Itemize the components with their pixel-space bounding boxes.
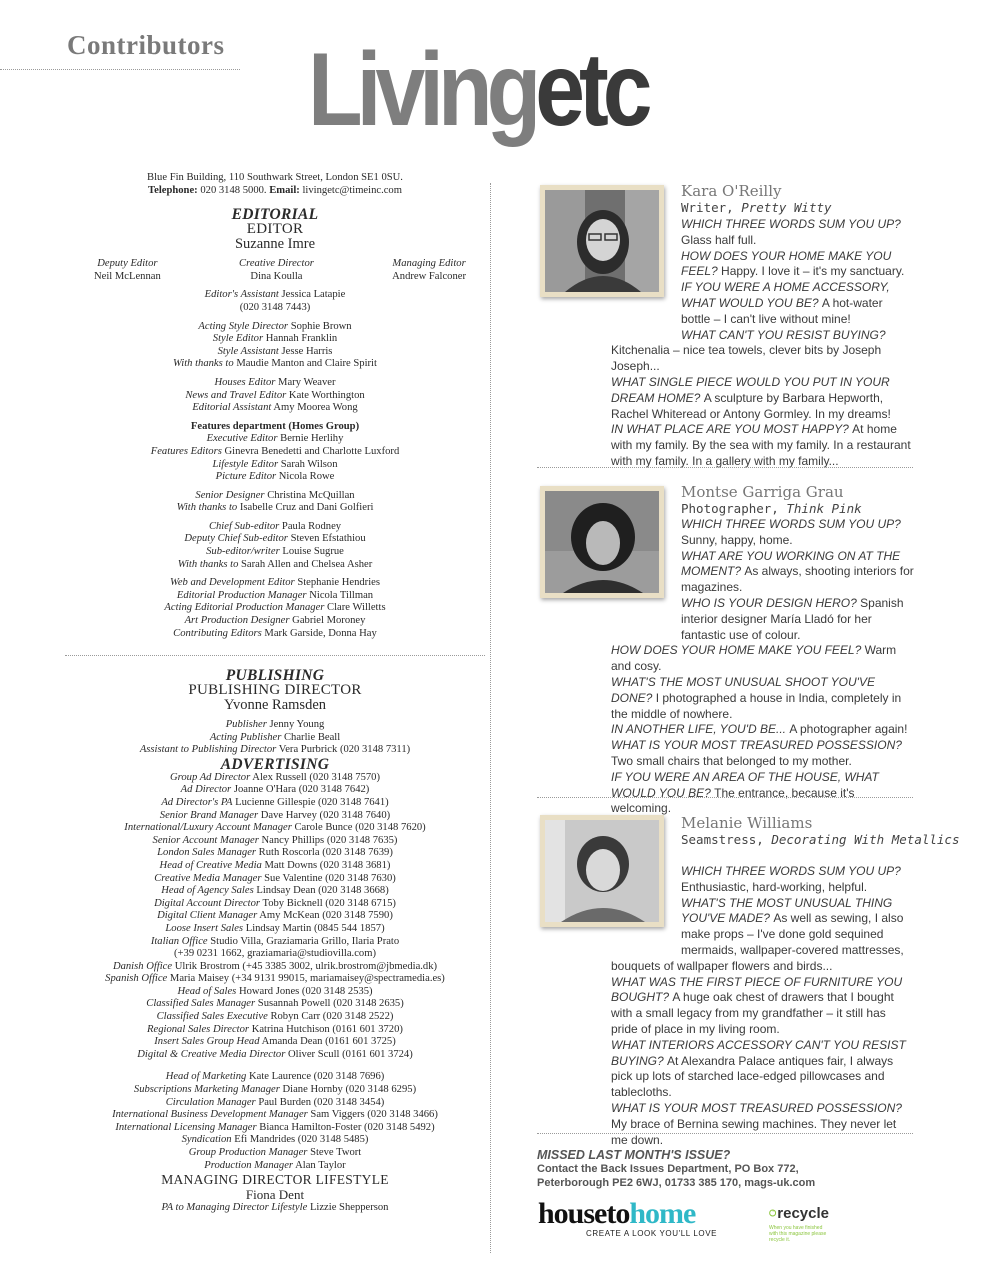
- credit-line: Insert Sales Group Head Amanda Dean (0161 601 3725): [154, 1036, 396, 1048]
- publishing-director-title: PUBLISHING DIRECTOR: [188, 682, 362, 698]
- qa-question: WHAT WAS THE FIRST PIECE OF FURNITURE YOU BOUGHT?: [611, 974, 903, 1005]
- publishing-staff: [60, 719, 490, 757]
- contact-line: Telephone: 020 3148 5000. Email: livingetc@timeinc.com: [148, 184, 402, 196]
- recycle-label: recycle: [777, 1204, 829, 1222]
- contributor-divider: [537, 467, 913, 468]
- credit-line: Creative Media Manager Sue Valentine (020 3148 7630): [154, 872, 396, 884]
- footer-divider: [537, 1133, 913, 1134]
- credit-line: Editorial Assistant Amy Moorea Wong: [192, 402, 358, 414]
- credit-line: Sub-editor/writer Louise Sugrue: [206, 546, 344, 558]
- credit-line: News and Travel Editor Kate Worthington: [185, 389, 365, 401]
- qa-question: HOW DOES YOUR HOME MAKE YOU FEEL?: [681, 248, 892, 279]
- qa-question: WHAT CAN'T YOU RESIST BUYING?: [681, 327, 886, 342]
- md-title: MANAGING DIRECTOR LIFESTYLE: [161, 1172, 389, 1188]
- credit-line: Features department (Homes Group): [190, 420, 360, 432]
- qa-item: [611, 422, 914, 469]
- recycle-note: When you have finished with this magazine please recycle it.: [769, 1225, 827, 1243]
- credit-line: Senior Brand Manager Dave Harvey (020 3148 7640): [159, 809, 391, 821]
- masthead-credits: [60, 172, 490, 640]
- credit-line: Deputy Chief Sub-editor Steven Efstathiou: [184, 533, 366, 545]
- qa-answer: At Alexandra Palace antiques fair, I always pick up lots of starched lace-edged pillowcases and tablecloths.: [611, 1053, 894, 1100]
- editorial-staff: [60, 283, 490, 640]
- qa-question: IF YOU WERE A HOME ACCESSORY, WHAT WOULD YOU BE?: [681, 280, 890, 310]
- qa-question: WHICH THREE WORDS SUM YOU UP?: [681, 217, 901, 231]
- senior-editors: [60, 258, 490, 283]
- credit-line: Group Ad Director Alex Russell (020 3148 7570): [169, 771, 381, 783]
- credit-line: Classified Sales Executive Robyn Carr (020 3148 2522): [156, 1011, 394, 1023]
- credit-line: Head of Sales Howard Jones (020 3148 2535): [177, 985, 373, 997]
- credit-line: Editor's Assistant Jessica Latapie: [204, 289, 346, 301]
- back-issues-line: Peterborough PE2 6WJ, 01733 385 170, mags-uk.com: [537, 1177, 816, 1189]
- qa-answer: A huge oak chest of drawers that I bought with a small legacy from my grandfather – it still has pride of place in my living room.: [611, 990, 894, 1036]
- credit-line: Head of Creative Media Matt Downs (020 3148 3681): [159, 859, 391, 871]
- credit-line: Picture Editor Nicola Rowe: [215, 471, 335, 483]
- qa-answer: My brace of Bernina sewing machines. They never let me down.: [611, 1116, 897, 1147]
- qa-item: [611, 722, 914, 738]
- back-issues-heading: MISSED LAST MONTH'S ISSUE?: [537, 1148, 731, 1162]
- publishing-director-name: Yvonne Ramsden: [223, 697, 327, 713]
- credit-line: Style Editor Hannah Franklin: [212, 333, 338, 345]
- credit-line: With thanks to Maudie Manton and Claire Spirit: [173, 358, 377, 370]
- qa-answer: As well as sewing, I also make props – I've done gold sequined mermaids, wallpaper-covered mattresses, bouquets of wallpaper flowers and birds...: [611, 911, 904, 973]
- qa-question: WHO IS YOUR DESIGN HERO?: [681, 595, 861, 610]
- qa-item: [611, 738, 914, 770]
- editor-title: EDITOR: [246, 221, 304, 238]
- credit-line: Senior Designer Christina McQuillan: [195, 489, 355, 501]
- credit-line: (+39 0231 1662, graziamaria@studiovilla.com): [174, 948, 376, 960]
- qa-question: WHAT'S THE MOST UNUSUAL THING YOU'VE MADE?: [681, 895, 893, 926]
- contributor-qa-kara: [611, 217, 914, 470]
- qa-answer: Kitchenalia – nice tea towels, clever bits by Joseph Joseph...: [611, 343, 882, 374]
- credit-line: Art Production Designer Gabriel Moroney: [184, 615, 366, 627]
- credit-line: Regional Sales Director Katrina Hutchison (0161 601 3720): [147, 1023, 403, 1035]
- credit-line: Contributing Editors Mark Garside, Donna Hay: [173, 627, 377, 639]
- qa-answer: A sculpture by Barbara Hepworth, Rachel Whiteread or Antony Gormley. In my dreams!: [611, 390, 891, 421]
- qa-answer: A hot-water bottle – I can't live without mine!: [681, 295, 883, 326]
- credit-line: Style Assistant Jesse Harris: [217, 345, 333, 357]
- credit-line: Assistant to Publishing Director Vera Purbrick (020 3148 7311): [139, 744, 411, 756]
- section-title-rule: [0, 69, 240, 70]
- credit-line: Acting Editorial Production Manager Clare Willetts: [164, 602, 386, 614]
- qa-answer: I photographed a house in India, completely in the middle of nowhere.: [611, 690, 902, 721]
- back-issues-line: Contact the Back Issues Department, PO Box 772,: [537, 1163, 799, 1175]
- qa-item: [611, 975, 914, 1038]
- logo-part-living: Living: [308, 32, 536, 148]
- advertising-staff: [60, 772, 490, 1062]
- qa-answer: As always, shooting interiors for magazines.: [681, 564, 914, 595]
- editor-name: Suzanne Imre: [234, 236, 316, 253]
- back-issues-box: [537, 1148, 815, 1190]
- qa-question: IN ANOTHER LIFE, YOU'D BE...: [611, 722, 790, 737]
- contributor-name: Kara O'Reilly: [681, 182, 782, 200]
- credit-line: Ad Director's PA Lucienne Gillespie (020 3148 7641): [161, 796, 389, 808]
- credit-line: Ad Director Joanne O'Hara (020 3148 7642): [180, 784, 370, 796]
- qa-item: [611, 675, 914, 722]
- md-pa-line: PA to Managing Director Lifestyle Lizzie Shepperson: [161, 1202, 389, 1214]
- credit-line: Web and Development Editor Stephanie Hendries: [170, 577, 380, 589]
- credit-line: International/Luxury Account Manager Carole Bunce (020 3148 7620): [124, 822, 426, 834]
- credit-line: Features Editors Ginevra Benedetti and Charlotte Luxford: [150, 445, 400, 457]
- qa-item: [611, 1038, 914, 1101]
- contributor-qa-melanie: [611, 864, 914, 1148]
- recycle-icon: [769, 1202, 776, 1224]
- contributor-name: Melanie Williams: [681, 814, 813, 832]
- editorial-heading: EDITORIAL: [231, 206, 319, 224]
- credit-line: Lifestyle Editor Sarah Wilson: [212, 458, 338, 470]
- credit-line: Head of Marketing Kate Laurence (020 3148 7696): [165, 1071, 385, 1083]
- recycle-badge: [769, 1202, 829, 1243]
- credit-line: Digital Client Manager Amy McKean (020 3148 7590): [157, 910, 393, 922]
- credit-line: Executive Editor Bernie Herlihy: [206, 433, 344, 445]
- credit-line: Head of Agency Sales Lindsay Dean (020 3148 3668): [161, 885, 389, 897]
- magazine-logo: [308, 32, 647, 148]
- editorial-divider: [65, 655, 485, 656]
- md-name: Fiona Dent: [245, 1187, 305, 1203]
- contributor-divider: [537, 797, 913, 798]
- qa-question: WHAT ARE YOU WORKING ON AT THE MOMENT?: [681, 548, 901, 579]
- credit-line: Publisher Jenny Young: [225, 719, 325, 730]
- qa-item: [611, 1101, 914, 1148]
- qa-question: WHICH THREE WORDS SUM YOU UP?: [681, 517, 901, 531]
- qa-answer: At home with my family. By the sea with my family. In a restaurant with my family. In a gallery with my family...: [611, 422, 911, 468]
- contributor-name: Montse Garriga Grau: [681, 483, 844, 501]
- credit-line: Senior Account Manager Nancy Phillips (020 3148 7635): [152, 834, 398, 846]
- qa-answer: Spanish interior designer María Lladó for her fantastic use of colour.: [681, 595, 904, 642]
- contributor-role: Writer, Pretty Witty: [681, 200, 832, 215]
- qa-question: HOW DOES YOUR HOME MAKE YOU FEEL?: [611, 643, 865, 658]
- qa-question: WHICH THREE WORDS SUM YOU UP?: [681, 864, 901, 878]
- contributor-role: Photographer, Think Pink: [681, 501, 862, 516]
- senior-editor-credit: Creative Director Dina Koulla: [239, 258, 314, 282]
- credit-line: Spanish Office Maria Maisey (+34 9131 99015, mariamaisey@spectramedia.es): [105, 973, 445, 985]
- credit-line: Danish Office Ulrik Brostrom (+45 3385 3002, ulrik.brostrom@jbmedia.dk): [112, 960, 438, 972]
- credit-line: Digital & Creative Media Director Oliver Scull (0161 601 3724): [137, 1048, 413, 1060]
- credit-line: Acting Publisher Charlie Beall: [209, 731, 341, 743]
- credit-line: London Sales Manager Ruth Roscorla (020 3148 7639): [157, 847, 393, 859]
- credit-line: Classified Sales Manager Susannah Powell (020 3148 2635): [146, 998, 404, 1010]
- qa-question: WHAT'S THE MOST UNUSUAL SHOOT YOU'VE DONE?: [611, 674, 875, 705]
- qa-answer: A photographer again!: [789, 722, 908, 737]
- credit-line: With thanks to Isabelle Cruz and Dani Golfieri: [176, 502, 374, 514]
- credit-line: Digital Account Director Toby Bicknell (020 3148 6715): [154, 897, 396, 909]
- credit-line: (020 3148 7443): [239, 301, 311, 313]
- credit-line: Loose Insert Sales Lindsay Martin (0845 544 1857): [165, 922, 385, 934]
- credit-line: International Business Development Manager Sam Viggers (020 3148 3466): [112, 1109, 438, 1121]
- qa-answer: Glass half full.: [681, 232, 757, 247]
- contributor-header-melanie: [681, 815, 959, 847]
- qa-answer: Happy. I love it – it's my sanctuary.: [721, 264, 905, 279]
- credit-line: Acting Style Director Sophie Brown: [198, 320, 352, 332]
- contributor-qa-montse: [611, 517, 914, 817]
- qa-answer: The entrance, because it's welcoming.: [611, 785, 855, 816]
- publishing-credits: [60, 668, 490, 1215]
- qa-item: [611, 643, 914, 675]
- contributor-header-kara: [681, 183, 832, 215]
- contributor-header-montse: [681, 484, 862, 516]
- section-title: Contributors: [67, 30, 225, 60]
- publishing-heading: PUBLISHING: [225, 667, 325, 684]
- credit-line: Group Production Manager Steve Twort: [188, 1147, 362, 1158]
- qa-question: WHAT SINGLE PIECE WOULD YOU PUT IN YOUR DREAM HOME?: [611, 374, 890, 405]
- qa-question: WHAT INTERIORS ACCESSORY CAN'T YOU RESIST BUYING?: [611, 1037, 906, 1068]
- credit-line: Circulation Manager Paul Burden (020 3148 3454): [165, 1096, 385, 1108]
- credit-line: Syndication Efi Mandrides (020 3148 5485): [181, 1134, 369, 1146]
- senior-editor-credit: Managing Editor Andrew Falconer: [392, 258, 466, 282]
- housetohome-tagline: CREATE A LOOK YOU'LL LOVE: [586, 1229, 718, 1238]
- qa-answer: Warm and cosy.: [611, 643, 897, 674]
- senior-editor-credit: Deputy Editor Neil McLennan: [94, 258, 161, 282]
- credit-line: Subscriptions Marketing Manager Diane Hornby (020 3148 6295): [133, 1084, 417, 1096]
- qa-question: WHAT IS YOUR MOST TREASURED POSSESSION?: [611, 1100, 902, 1115]
- credit-line: Chief Sub-editor Paula Rodney: [208, 520, 342, 532]
- qa-question: IF YOU WERE AN AREA OF THE HOUSE, WHAT WOULD YOU BE?: [611, 769, 879, 800]
- credit-line: Houses Editor Mary Weaver: [214, 376, 336, 388]
- qa-answer: Sunny, happy, home.: [681, 532, 793, 547]
- address-line: Blue Fin Building, 110 Southwark Street, London SE1 0SU.: [147, 172, 403, 183]
- logo-part-etc: etc: [535, 32, 647, 148]
- credit-line: Italian Office Studio Villa, Graziamaria Grillo, Ilaria Prato: [150, 935, 400, 947]
- contributor-role: Seamstress, Decorating With Metallics: [681, 832, 960, 847]
- advertising-heading: ADVERTISING: [220, 755, 330, 773]
- qa-question: WHAT IS YOUR MOST TREASURED POSSESSION?: [611, 738, 902, 753]
- housetohome-logo: housetohome: [538, 1197, 696, 1230]
- qa-question: IN WHAT PLACE ARE YOU MOST HAPPY?: [611, 422, 853, 437]
- column-divider: [490, 183, 491, 1253]
- qa-answer: Enthusiastic, hard-working, helpful.: [681, 879, 868, 894]
- qa-answer: Two small chairs that belonged to my mother.: [611, 753, 852, 768]
- qa-item: [611, 375, 914, 422]
- credit-line: Production Manager Alan Taylor: [204, 1159, 346, 1171]
- qa-item: [611, 770, 914, 817]
- credit-line: International Licensing Manager Bianca Hamilton-Foster (020 3148 5492): [115, 1121, 435, 1133]
- credit-line: With thanks to Sarah Allen and Chelsea Asher: [177, 558, 373, 570]
- marketing-staff: [60, 1071, 490, 1172]
- credit-line: Editorial Production Manager Nicola Tillman: [176, 589, 374, 601]
